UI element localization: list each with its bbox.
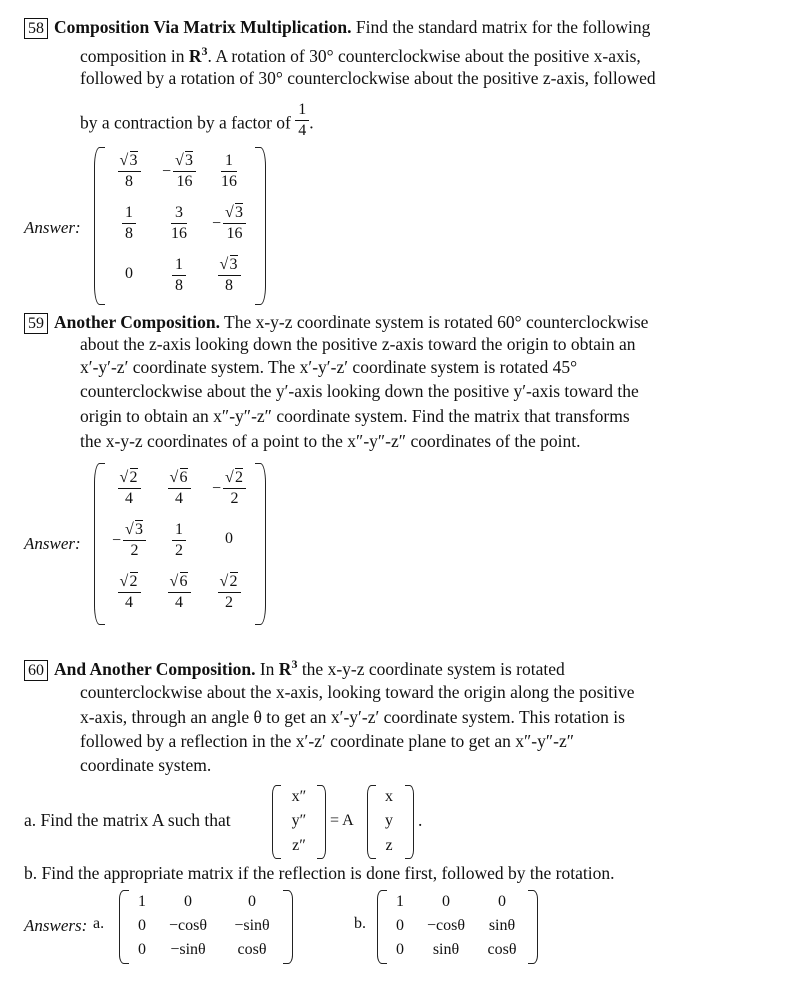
p59-line-2: about the z-axis looking down the positive z-axis toward the origin to obtain an: [80, 334, 636, 354]
p59-cell-r2c3: 0: [225, 530, 233, 547]
p58-title: Composition Via Matrix Multiplication.: [54, 17, 352, 37]
p60-ma-lparen: [119, 890, 129, 964]
p60-mb-lparen: [377, 890, 387, 964]
p58-line2-a: composition in: [80, 45, 185, 66]
p60-line-2: counterclockwise about the x-axis, looking toward the origin along the positive: [80, 682, 635, 702]
p58-line2-b: . A rotation of 30° counterclockwise about the positive x-axis,: [207, 45, 641, 66]
p60-line-3: x-axis, through an angle θ to get an x′-y′-z′ coordinate system. This rotation is: [80, 707, 625, 727]
p58-cell-r3c1: 0: [125, 265, 133, 282]
p59-cell-r2c2: $\frac{1}{2}$: [154, 520, 204, 561]
p58-cell-r2c1: $\frac{1}{8}$: [104, 203, 154, 244]
p60-line-5: coordinate system.: [80, 755, 212, 775]
p60-line-4: followed by a reflection in the x′-z′ coordinate plane to get an x″-y″-z″: [80, 731, 575, 751]
p59-line-3: x′-y′-z′ coordinate system. The x′-y′-z′ coordinate system is rotated 45°: [80, 357, 578, 377]
p60-equals-a: = A: [330, 812, 354, 829]
p60-part-b: b. Find the appropriate matrix if the reflection is done first, followed by the rotation.: [24, 863, 615, 883]
p58-line-2: [80, 44, 641, 67]
p60-mb-cell-r3c3: cosθ: [487, 941, 517, 958]
p58-cell-r3c3: √ $\frac{3}{8}$: [204, 255, 254, 296]
p59-answer-label: Answer:: [24, 534, 81, 553]
p60-exp: 3: [291, 657, 298, 671]
p60-vec-left-x: x″: [291, 788, 307, 805]
p60-vec-left-rparen: [317, 785, 326, 859]
p58-cell-r3c2: $\frac{1}{8}$: [154, 255, 204, 296]
p58-factor-num: 1: [295, 100, 309, 121]
p60-vec-right-lparen: [367, 785, 376, 859]
p60-vec-left-lparen: [272, 785, 281, 859]
p58-cell-r1c3: $\frac{1}{16}$: [221, 152, 237, 190]
p60-ma-cell-r1c1: 1: [138, 893, 146, 910]
p58-number: 58: [24, 18, 48, 39]
p60-ma-cell-r1c3: 0: [248, 893, 256, 910]
p60-mb-cell-r3c1: 0: [396, 941, 404, 958]
p60-ma-cell-r3c3: cosθ: [237, 941, 267, 958]
p60-vec-left-y: y″: [291, 812, 307, 829]
p60-number: 60: [24, 660, 48, 681]
p58-line-4: by a contraction by a factor of $\frac{1}{4}$ .: [80, 101, 314, 139]
p60-mb-rparen: [528, 890, 538, 964]
p60-vec-right-rparen: [405, 785, 414, 859]
p60-mb-cell-r1c2: 0: [442, 893, 450, 910]
p60-answer-b-label: b.: [354, 915, 366, 932]
p58-cell-r2c2: $\frac{3}{16}$: [171, 204, 187, 242]
p58-cell-r2c3: − √ $\frac{3}{16}$: [204, 203, 254, 244]
p58-bold-R: R: [188, 45, 202, 66]
p58-right-paren: [255, 147, 266, 305]
p58-answer-label: Answer:: [24, 218, 81, 237]
p59-line-5: origin to obtain an x″-y″-z″ coordinate system. Find the matrix that transforms: [80, 406, 630, 426]
p60-title: And Another Composition.: [54, 658, 256, 679]
p58-exp: 3: [201, 44, 208, 58]
p60-mb-cell-r2c3: sinθ: [488, 917, 516, 934]
p58-cell-r1c1: √ $\frac{3}{8}$: [104, 151, 154, 192]
p60-vec-right-x: x: [385, 788, 393, 805]
p60-answer-a-label: a.: [93, 915, 105, 932]
p60-vec-right-z: z: [385, 837, 393, 854]
p60-mb-cell-r2c1: 0: [396, 917, 404, 934]
p60-ma-cell-r2c2: −cosθ: [168, 917, 207, 934]
p60-ma-cell-r2c1: 0: [138, 917, 146, 934]
p60-mb-cell-r1c3: 0: [498, 893, 506, 910]
p58-cell-r1c2: − √ $\frac{3}{16}$: [154, 151, 204, 192]
p60-bold-R: R: [278, 658, 292, 679]
p59-cell-r3c2: √ $\frac{6}{4}$: [154, 572, 204, 613]
p59-cell-r3c3: √ $\frac{2}{2}$: [204, 572, 254, 613]
p59-right-paren: [255, 463, 266, 625]
p60-mb-cell-r2c2: −cosθ: [426, 917, 465, 934]
p60-answers-label: Answers:: [24, 916, 88, 935]
p58-line1-text: Find the standard matrix for the following: [355, 17, 651, 37]
p58-factor-fraction: [295, 100, 309, 141]
p60-period: .: [418, 810, 423, 830]
p58-line-3: followed by a rotation of 30° counterclockwise about the positive z-axis, followed: [80, 68, 656, 88]
p60-vec-right-y: y: [385, 812, 393, 829]
p60-vec-left-z: z″: [292, 837, 306, 854]
p59-line-6: the x-y-z coordinates of a point to the x″-y″-z″ coordinates of the point.: [80, 431, 581, 451]
p60-mb-cell-r1c1: 1: [396, 893, 404, 910]
p58-line-1: [24, 17, 650, 39]
p60-ma-rparen: [283, 890, 293, 964]
p59-cell-r1c3: − √ $\frac{2}{2}$: [204, 468, 254, 509]
p59-cell-r1c2: √ $\frac{6}{4}$: [154, 468, 204, 509]
p60-ma-cell-r3c2: −sinθ: [170, 941, 206, 958]
p60-ma-cell-r1c2: 0: [184, 893, 192, 910]
p60-line-1: [24, 657, 565, 681]
p59-line-1: [24, 312, 648, 334]
p59-title: Another Composition.: [54, 312, 220, 332]
p60-line1-b: the x-y-z coordinate system is rotated: [301, 658, 565, 679]
p60-part-a: a. Find the matrix A such that: [24, 810, 231, 830]
p59-line-4: counterclockwise about the y′-axis looking down the positive y′-axis toward the: [80, 381, 639, 401]
p60-mb-cell-r3c2: sinθ: [432, 941, 460, 958]
p59-cell-r2c1: − √ $\frac{3}{2}$: [104, 520, 154, 561]
p58-factor-den: 4: [298, 122, 307, 139]
p59-cell-r3c1: √ $\frac{2}{4}$: [104, 572, 154, 613]
p60-ma-cell-r3c1: 0: [138, 941, 146, 958]
p59-number: 59: [24, 313, 48, 334]
p60-line1-a: In: [259, 658, 275, 679]
p59-line1-text: The x-y-z coordinate system is rotated 60° counterclockwise: [224, 312, 649, 332]
p60-ma-cell-r2c3: −sinθ: [234, 917, 270, 934]
p58-line4-text: by a contraction by a factor of: [80, 112, 291, 133]
p59-cell-r1c1: √ $\frac{2}{4}$: [104, 468, 154, 509]
